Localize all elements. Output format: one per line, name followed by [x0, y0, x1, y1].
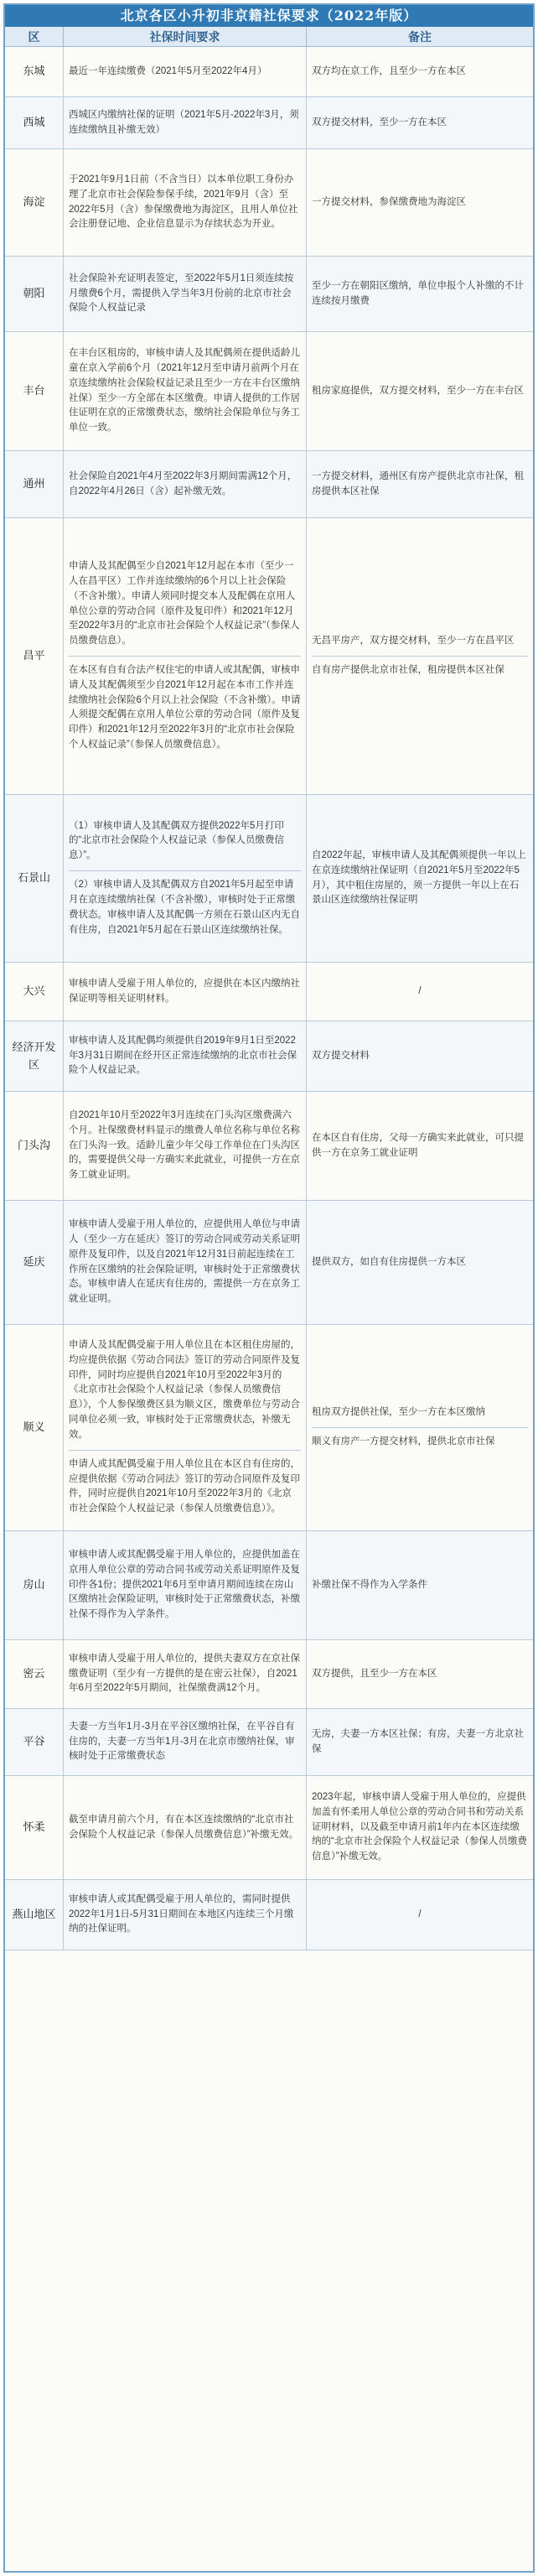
- requirement-cell: [64, 1776, 307, 1879]
- requirement-text: 审核申请人或其配偶受雇于用人单位的，应提供加盖在京用人单位公章的劳动合同书或劳动关系证明原件及复印件各1份；提供2021年6月至申请月期间连续在房山区缴纳社会保险证明，审核时处于正常缴费状态，补缴社保不得作为入学条件。: [69, 1549, 300, 1620]
- note-text: /: [418, 1909, 422, 1919]
- district-cell: 燕山地区: [5, 1880, 64, 1950]
- requirement-text: 西城区内缴纳社保的证明（2021年5月-2022年3月，须连续缴纳且补缴无效）: [69, 109, 299, 135]
- note-cell: [307, 97, 533, 148]
- requirement-text: （2）审核申请人及其配偶双方自2021年5月起至申请月在京连续缴纳社保（不含补缴），审核时处于正常缴费状态。审核申请人及其配偶一方须在石景山区内无自有住房，自2021年5月起在石景山区连续缴纳社保。: [69, 870, 301, 941]
- requirement-cell: [64, 1021, 307, 1091]
- district-cell: 房山: [5, 1531, 64, 1639]
- table-row: [5, 795, 533, 963]
- district-cell: 东城: [5, 47, 64, 96]
- requirement-text: 截至申请月前六个月，有在本区连续缴纳的“北京市社会保险个人权益记录（参保人员缴费信息）”补缴无效。: [69, 1814, 299, 1840]
- table-row: [5, 257, 533, 332]
- requirement-cell: [64, 963, 307, 1021]
- district-cell: 西城: [5, 97, 64, 148]
- note-cell: [307, 1709, 533, 1775]
- requirement-cell: [64, 257, 307, 331]
- district-cell: 朝阳: [5, 257, 64, 331]
- requirement-cell: [64, 1640, 307, 1708]
- note-cell: [307, 47, 533, 96]
- page-title: 北京各区小升初非京籍社保要求（2022年版）: [5, 5, 533, 27]
- requirement-cell: [64, 332, 307, 450]
- district-cell: 延庆: [5, 1201, 64, 1324]
- requirement-text: 审核申请人受雇于用人单位的，提供夫妻双方在京社保缴费证明（至少有一方提供的是在密云社保），自2021年6月至2022年5月期间，社保缴费满12个月。: [69, 1653, 300, 1694]
- note-text: 一方提交材料，参保缴费地为海淀区: [312, 196, 466, 207]
- table-header: [5, 27, 533, 47]
- note-cell: [307, 257, 533, 331]
- note-text: 无昌平房产，双方提交材料，至少一方在昌平区: [312, 636, 515, 647]
- table-row: [5, 97, 533, 149]
- requirement-cell: [64, 518, 307, 794]
- requirement-cell: [64, 1531, 307, 1639]
- district-cell: 石景山: [5, 795, 64, 962]
- district-cell: 门头沟: [5, 1092, 64, 1200]
- note-text: 提供双方，如自有住房提供一方本区: [312, 1256, 466, 1267]
- note-text: 无房，夫妻一方本区社保；有房，夫妻一方北京社保: [312, 1728, 524, 1754]
- requirement-text: 最近一年连续缴费（2021年5月至2022年4月）: [69, 65, 267, 76]
- requirement-text: 申请人或其配偶受雇于用人单位且在本区自有住房的，应提供依据《劳动合同法》签订的劳动合同原件及复印件，同时应提供自2021年10月至2022年3月的《北京市社会保险个人权益记录（参保人员缴费信息）》。: [69, 1450, 301, 1520]
- note-cell: [307, 1201, 533, 1324]
- requirement-text: 申请人及其配偶受雇于用人单位且在本区租住房屋的，均应提供依据《劳动合同法》签订的劳动合同原件及复印件，同时均应提供自2021年10月至2022年3月的《北京市社会保险个人权益记录（参保人员缴费信息）》，个人参保缴费区县为顺义区，缴费单位与劳动合同单位必须一致，审核时处于正常缴费状态，补缴无效。: [69, 1340, 300, 1440]
- note-text: 双方均在京工作，且至少一方在本区: [312, 65, 466, 76]
- requirement-text: 在本区有自有合法产权住宅的申请人或其配偶，审核申请人及其配偶须至少自2021年12月起在本市工作并连续缴纳社会保险6个月以上社会保险（不含补缴）。申请人须提交配偶在京用人单位公章的劳动合同（原件及复印件）和2021年12月至2022年3月的“北京市社会保险个人权益记录”（参保人员缴费信息）。: [69, 656, 301, 756]
- note-text: 双方提供，且至少一方在本区: [312, 1668, 437, 1679]
- district-cell: 通州: [5, 451, 64, 517]
- note-text: 2023年起，审核申请人受雇于用人单位的，应提供加盖有怀柔用人单位公章的劳动合同书和劳动关系证明材料，以及截至申请月前1年内在本区连续缴纳的“北京市社会保险个人权益记录（参保人员缴费信息）”补缴无效。: [312, 1791, 527, 1862]
- table-row: [5, 332, 533, 451]
- requirement-cell: [64, 97, 307, 148]
- note-text: 顺义有房产一方提交材料，提供北京市社保: [312, 1427, 528, 1453]
- requirement-text: 自2021年10月至2022年3月连续在门头沟区缴费满六个月。社保缴费材料显示的缴费人单位名称与单位名称在门头沟一致。适龄儿童少年父母工作单位在门头沟区的，需要提供父母一方确实来此就业，可提供一方在京务工就业证明。: [69, 1109, 300, 1181]
- requirement-cell: [64, 1325, 307, 1530]
- requirement-text: 社会保险自2021年4月至2022年3月期间需满12个月，自2022年4月26日（含）起补缴无效。: [69, 470, 297, 496]
- table-row: [5, 1709, 533, 1776]
- note-text: 在本区自有住房，父母一方确实来此就业，可只提供一方在京务工就业证明: [312, 1132, 524, 1158]
- requirement-text: 审核申请人及其配偶均须提供自2019年9月1日至2022年3月31日期间在经开区正常连续缴纳的北京市社会保险个人权益记录。: [69, 1035, 297, 1076]
- note-cell: [307, 1776, 533, 1879]
- requirement-text: 审核申请人或其配偶受雇于用人单位的，需同时提供2022年1月1日-5月31日期间在本地区内连续三个月缴纳的社保证明。: [69, 1893, 294, 1935]
- requirement-cell: [64, 1709, 307, 1775]
- table-body: [5, 47, 533, 2571]
- table-row: [5, 1640, 533, 1709]
- requirement-cell: [64, 149, 307, 256]
- note-cell: [307, 963, 533, 1021]
- district-cell: 昌平: [5, 518, 64, 794]
- requirement-text: 审核申请人受雇于用人单位的，应提供用人单位与申请人（至少一方在延庆）签订的劳动合同或劳动关系证明原件及复印件，以及自2021年12月31日前起连续在工作所在区缴纳的社会保险证明，审核时处于正常缴费状态。审核申请人在延庆有住房的，需提供一方在京务工就业证明。: [69, 1219, 300, 1305]
- table-row: [5, 149, 533, 257]
- table-row: [5, 1325, 533, 1531]
- note-text: 至少一方在朝阳区缴纳，单位申报个人补缴的不计连续按月缴费: [312, 280, 524, 306]
- table-row: [5, 1201, 533, 1325]
- note-text: /: [418, 985, 422, 996]
- note-text: 租房双方提供社保，至少一方在本区缴纳: [312, 1407, 485, 1418]
- district-cell: 经济开发区: [5, 1021, 64, 1091]
- note-text: 双方提交材料，至少一方在本区: [312, 117, 447, 127]
- requirement-text: 社会保险补充证明表签定，至2022年5月1日须连续按月缴费6个月，需提供入学当年3月份前的北京市社会保险个人权益记录: [69, 273, 294, 314]
- requirement-text: 在丰台区租房的，审核申请人及其配偶须在提供适龄儿童在京入学前6个月（2021年12月至申请月前两个月在京连续缴纳社会保险权益记录且至少一方在丰台区缴纳社保）至少一方全部在本区缴费。申请人提供的工作居住证明在京的正常缴费状态，缴纳社会保险单位与务工单位一致。: [69, 348, 300, 434]
- district-cell: 顺义: [5, 1325, 64, 1530]
- header-note: 备注: [408, 30, 432, 44]
- note-cell: [307, 1092, 533, 1200]
- note-cell: [307, 1880, 533, 1950]
- requirement-text: 申请人及其配偶至少自2021年12月起在本市（至少一人在昌平区）工作并连续缴纳的6个月以上社会保险（不含补缴）。申请人须同时提交本人及配偶在京用人单位公章的劳动合同（原件及复印件）和2021年12月至2022年3月的“北京市社会保险个人权益记录”（参保人员缴费信息）。: [69, 561, 300, 647]
- table-row: [5, 47, 533, 97]
- requirement-cell: [64, 47, 307, 96]
- table-row: [5, 1531, 533, 1640]
- table-row: [5, 963, 533, 1021]
- note-text: 一方提交材料，通州区有房产提供北京市社保，租房提供本区社保: [312, 470, 524, 496]
- table-row: [5, 451, 533, 518]
- district-cell: 密云: [5, 1640, 64, 1708]
- header-requirement: 社保时间要求: [64, 27, 307, 46]
- requirement-text: 夫妻一方当年1月-3月在平谷区缴纳社保，在平谷自有住房的，夫妻一方当年1月-3月在北京市缴纳社保，审核时处于正常缴费状态: [69, 1721, 295, 1762]
- requirement-text: （1）审核申请人及其配偶双方提供2022年5月打印的“北京市社会保险个人权益记录（参保人员缴费信息）”。: [69, 820, 284, 861]
- requirement-cell: [64, 795, 307, 962]
- note-cell: [307, 1640, 533, 1708]
- note-cell: [307, 1325, 533, 1530]
- district-cell: 海淀: [5, 149, 64, 256]
- note-cell: [307, 1531, 533, 1639]
- requirement-cell: [64, 1880, 307, 1950]
- requirement-text: 审核申请人受雇于用人单位的，应提供在本区内缴纳社保证明等相关证明材料。: [69, 978, 300, 1004]
- note-cell: [307, 795, 533, 962]
- district-cell: 怀柔: [5, 1776, 64, 1879]
- header-district: 区: [5, 27, 64, 46]
- requirement-cell: [64, 1092, 307, 1200]
- note-text: 补缴社保不得作为入学条件: [312, 1579, 427, 1590]
- table-row: [5, 518, 533, 795]
- note-text: 自有房产提供北京市社保，租房提供本区社保: [312, 656, 528, 682]
- note-text: 自2022年起，审核申请人及其配偶须提供一年以上在京连续缴纳社保证明（自2021年5月至2022年5月），其中租住房屋的，须一方提供一年以上在石景山区连续缴纳社保证明: [312, 849, 526, 906]
- note-cell: [307, 332, 533, 450]
- table-row: [5, 1880, 533, 1950]
- requirement-text: 于2021年9月1日前（不含当日）以本单位职工身份办理了北京市社会保险参保手续，2021年9月（含）至2022年5月（含）参保缴费地为海淀区，且用人单位社会注册登记地、企业信息显示为存续状态为开业。: [69, 174, 298, 230]
- table-row: [5, 1021, 533, 1092]
- note-cell: [307, 451, 533, 517]
- note-cell: [307, 518, 533, 794]
- district-cell: 丰台: [5, 332, 64, 450]
- note-text: 双方提交材料: [312, 1050, 370, 1061]
- note-cell: [307, 149, 533, 256]
- table-row: [5, 1776, 533, 1880]
- table-row: [5, 1092, 533, 1201]
- district-cell: 平谷: [5, 1709, 64, 1775]
- document: [3, 3, 535, 2573]
- district-cell: 大兴: [5, 963, 64, 1021]
- requirement-cell: [64, 1201, 307, 1324]
- note-text: 租房家庭提供，双方提交材料，至少一方在丰台区: [312, 385, 524, 396]
- note-cell: [307, 1021, 533, 1091]
- requirement-cell: [64, 451, 307, 517]
